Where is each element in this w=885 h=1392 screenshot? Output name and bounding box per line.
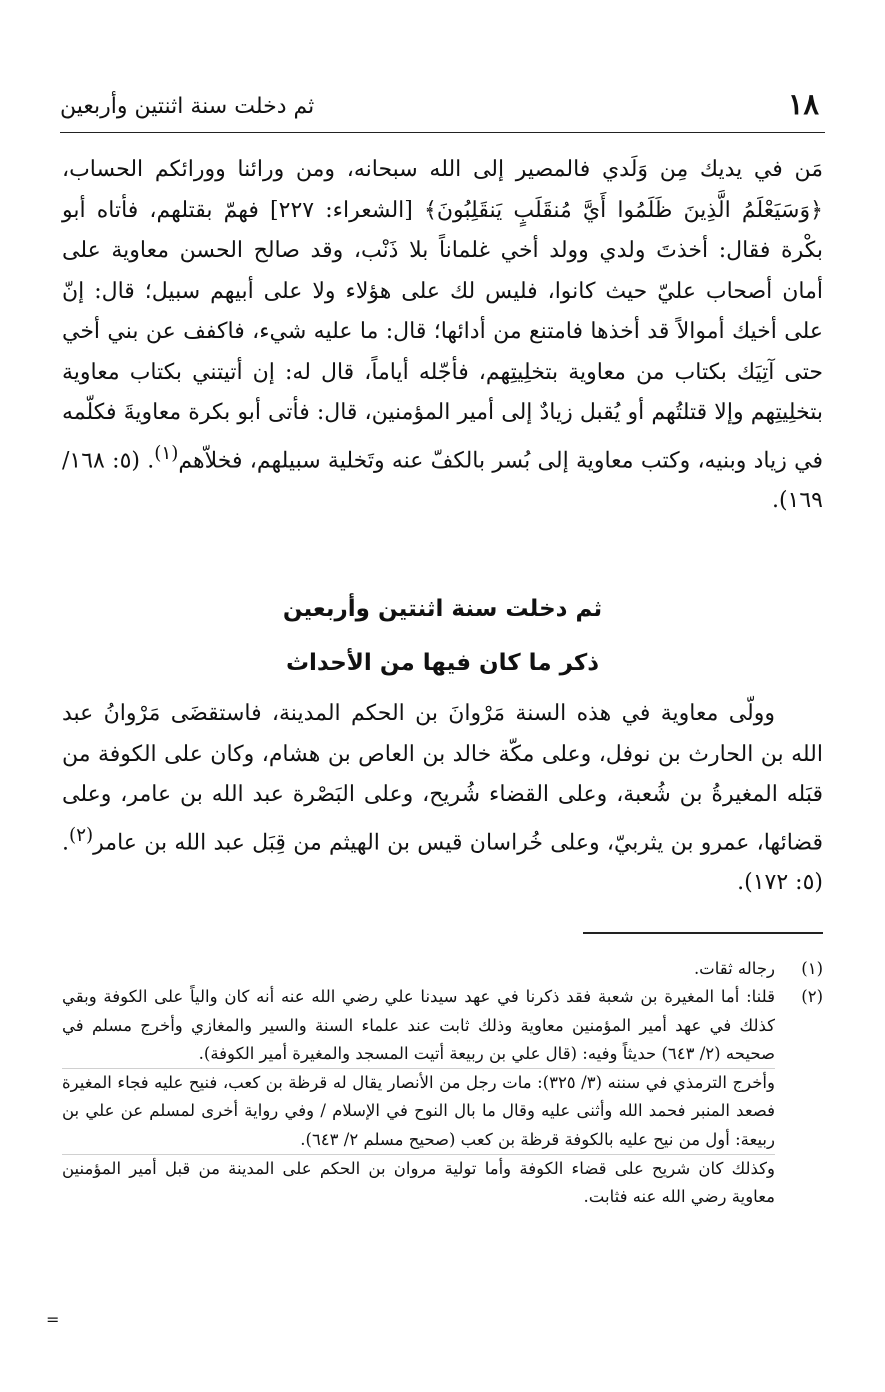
footnotes (62, 955, 823, 1212)
body-text-top (62, 150, 823, 522)
section-heading: ثم دخلت سنة اثنتين وأربعين (282, 596, 603, 622)
footnote-text: رجاله ثقات. (693, 959, 775, 978)
footnote-number: (٢) (801, 987, 823, 1007)
page-mark: = (46, 1310, 60, 1329)
footnote (62, 955, 823, 983)
citation: . (٥: ١٦٨/ ١٦٩). (62, 447, 823, 514)
paragraph (62, 150, 823, 522)
paragraph-text: مَن في يديك مِن وَلَدي فالمصير إلى الله سبحانه، ومن ورائنا وورائكم الحساب، ﴿وَسَيَعْلَمُ الَّذِينَ ظَلَمُوا أَيَّ مُنقَلَبٍ يَنقَلِبُونَ﴾ [الشعراء: ٢٢٧] فهمّ بقتلهم، فأتاه أبو بكْرة فقال: أخذتَ ولدي وولد أخي غلماناً بلا ذَنْب، وقد صالح الحسن معاوية على أمان أصحاب عليّ حيث كانوا، فليس لك على هؤلاء ولا على أبيهم سبيل؛ قال: إنّ على أخيك أموالاً قد أخذها فامتنع من أدائها؛ قال: ما عليه شيء، فاكفف عن بني أخي حتى آتِيَك بكتاب من معاوية بتخلِيتِهم، فأجّله أياماً، قال له: إن أتيتني بكتاب معاوية بتخلِيتِهم وإلا قتلتُهم أو يُقبل زيادٌ إلى أمير المؤمنين، قال: فأتى أبو بكرة معاويةَ فكلّمه في زياد وبنيه، وكتب معاوية إلى بُسر بالكفّ عنه وتَخلية سبيلهم، فخلاّهم (62, 157, 824, 473)
footnote-separator (583, 932, 823, 934)
paragraph-text: وولّى معاوية في هذه السنة مَرْوانَ بن الحكم المدينة، فاستقضَى مَرْوانُ عبد الله بن الحارث بن نوفل، وعلى مكّة خالد بن العاص بن هشام، وكان على الكوفة من قبَله المغيرةُ بن شُعبة، وعلى القضاء شُريح، وعلى البَصْرة عبد الله بن عامر، وعلى قضائها، عمرو بن يثربيّ، وعلى خُراسان قيس بن الهيثم من قِبَل عبد الله بن عامر (62, 701, 823, 855)
header-rule (60, 132, 825, 133)
page-number: ١٨ (787, 87, 819, 121)
body-text-bottom (62, 694, 823, 904)
footnote-text: قلنا: أما المغيرة بن شعبة فقد ذكرنا في عهد سيدنا علي رضي الله عنه أنه كان والياً على الكوفة وبقي كذلك في عهد أمير المؤمنين معاوية وذلك ثابت عند علماء السنة والسير والمغازي وأخرج مسلم في صحيحه (٢/ ٦٤٣) حديثاً وفيه: (قال علي بن ربيعة أتيت المسجد والمغيرة أمير الكوفة). (62, 987, 775, 1063)
running-header (60, 86, 825, 128)
footnote (62, 983, 823, 1211)
footnote-ref: (٢) (69, 824, 94, 846)
section-subheading: ذكر ما كان فيها من الأحداث (285, 650, 600, 676)
footnote-number: (١) (801, 959, 823, 978)
paragraph (62, 694, 823, 904)
footnote-text: وأخرج الترمذي في سننه (٣/ ٣٢٥): مات رجل من الأنصار يقال له قرظة بن كعب، فنيح عليه فجاء المغيرة فصعد المنبر فحمد الله وأثنى عليه وقال ما بال النوح في الإسلام / وفي رواية أخرى لمسلم عن علي بن ربيعة: أول من نيح عليه بالكوفة قرظة بن كعب (صحيح مسلم ٢/ ٦٤٣). (62, 1068, 775, 1154)
running-title: ثم دخلت سنة اثنتين وأربعين (60, 94, 315, 119)
citation: . (٥: ١٧٢). (62, 829, 823, 896)
footnote-text: وكذلك كان شريح على قضاء الكوفة وأما تولية مروان بن الحكم على المدينة من قبل أمير المؤمنين معاوية رضي الله عنه فثابت. (62, 1154, 775, 1212)
footnote-ref: (١) (154, 442, 179, 464)
